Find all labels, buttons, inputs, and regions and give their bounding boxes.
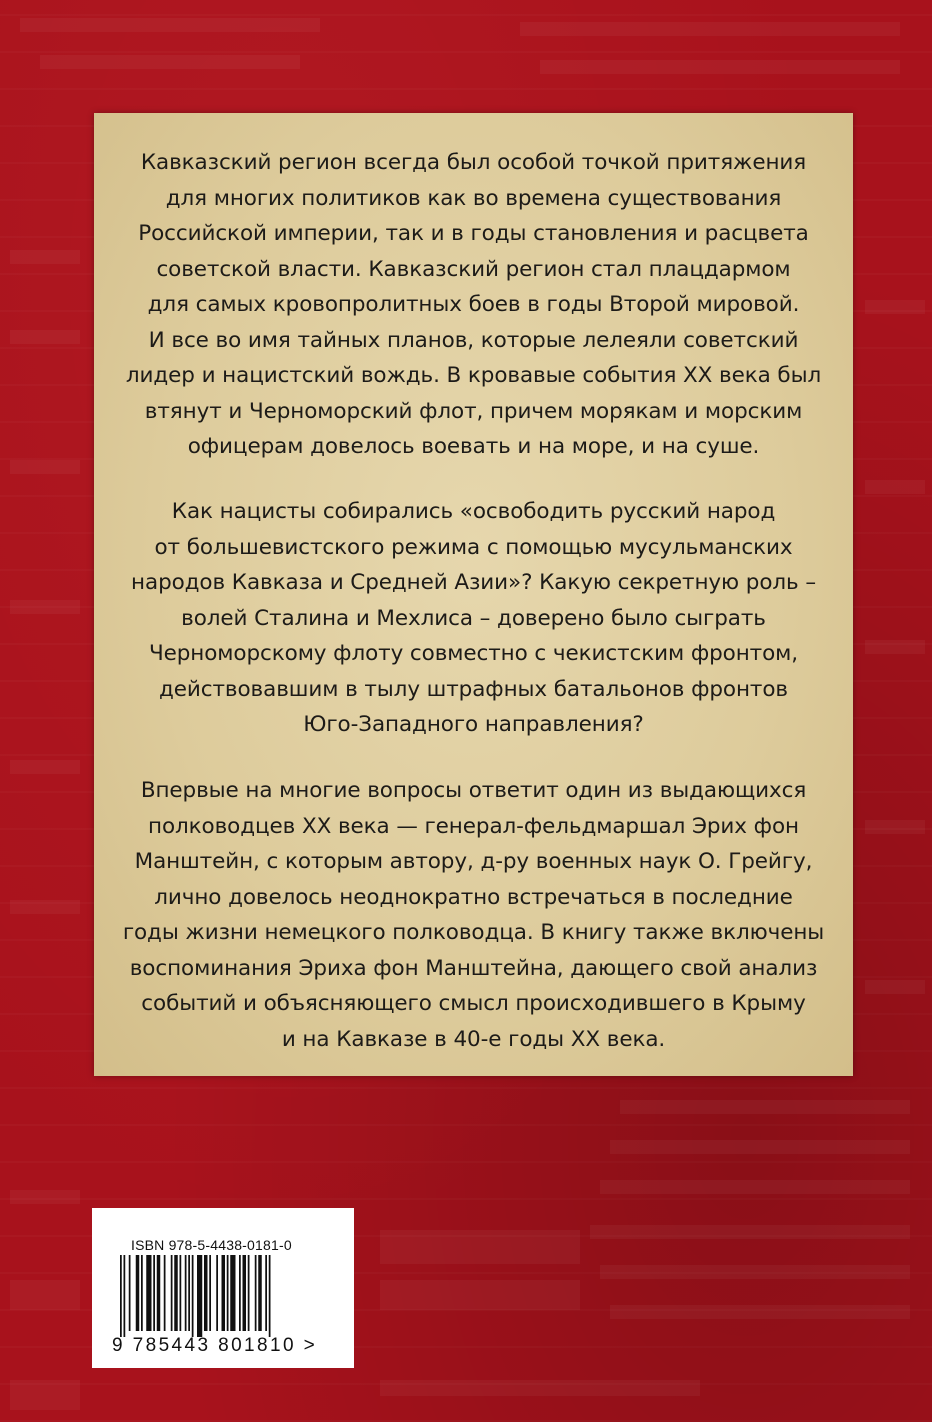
description-paragraph-3: Впервые на многие вопросы ответит один из выдающихся полководцев XX века — генерал-фельдмаршал Эрих фон Манштейн, с которым автору, д-ру военных наук О. Грейгу, лично довелось неоднократно встречаться в последние годы жизни немецкого полководца. В книгу также включены воспоминания Эриха фон Манштейна, дающего свой анализ событий и объясняющего смысл происходившего в Крыму и на Кавказе в 40-е годы XX века. — [122, 778, 825, 1052]
description-paragraph-1: Кавказский регион всегда был особой точкой притяжения для многих политиков как во времена существования Российской империи, так и в годы становления и расцвета советской власти. Кавказский регион стал плацдармом для самых кровопролитных боев в годы Второй мировой. И все во имя тайных планов, которые лелеяли советский лидер и нацистский вождь. В кровавые события XX века был втянут и Черноморский флот, причем морякам и морским офицерам довелось воевать и на море, и на суше. — [125, 150, 822, 459]
isbn-text: ISBN 978-5-4438-0181-0 — [131, 1237, 292, 1253]
barcode-digits: 9 785443 801810 > — [112, 1335, 318, 1356]
description-paragraph-2: Как нацисты собирались «освободить русский народ от большевистского режима с помощью мусульманских народов Кавказа и Средней Азии»? Какую секретную роль – волей Сталина и Мехлиса – доверено было сыграть Черноморскому флоту совместно с чекистским фронтом, действовавшим в тылу штрафных батальонов фронтов Юго-Западного направления? — [131, 499, 816, 737]
barcode-icon — [120, 1255, 326, 1337]
description-panel — [94, 113, 853, 1076]
barcode-label — [92, 1208, 354, 1368]
